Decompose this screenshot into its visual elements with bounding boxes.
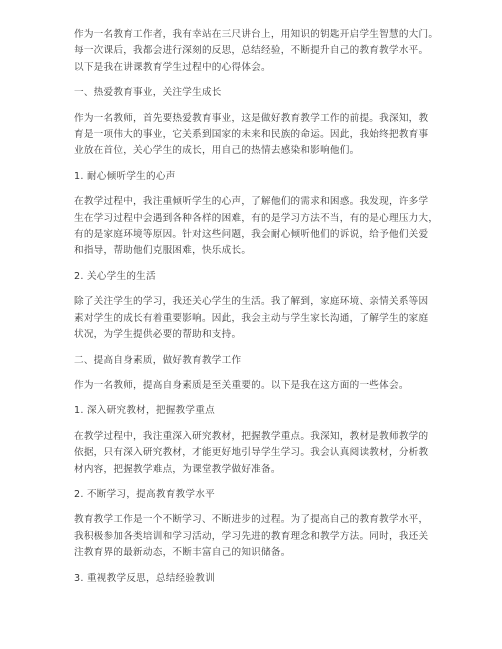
item-5-heading: 3. 重视教学反思，总结经验教训 <box>74 572 215 584</box>
text-line: 生在学习过程中会遇到各种各样的困难，有的是学习方法不当，有的是心理压力大， <box>74 212 439 224</box>
text-line: 注教育界的最新动态，不断丰富自己的知识储备。 <box>74 547 291 559</box>
section-2-paragraph <box>74 378 444 394</box>
text-line: 育是一项伟大的事业，它关系到国家的未来和民族的命运。因此，我始终把教育事 <box>74 129 429 141</box>
text-line: 以下是我在讲课教育学生过程中的心得体会。 <box>74 61 271 73</box>
text-line: 材内容，把握教学难点，为课堂教学做好准备。 <box>74 463 281 475</box>
text-line: 素对学生的成长有着重要影响。因此，我会主动与学生家长沟通，了解学生的家庭 <box>74 312 429 324</box>
text-line: 状况，为学生提供必要的帮助和支持。 <box>74 329 242 341</box>
text-line: 在教学过程中，我注重深入研究教材，把握教学重点。我深知，教材是教师教学的 <box>74 430 429 442</box>
item-3-heading: 1. 深入研究教材，把握教学重点 <box>74 405 215 417</box>
text-line: 作为一名教师，首先要热爱教育事业，这是做好教育教学工作的前提。我深知，教 <box>74 112 429 124</box>
text-line: 每一次课后，我都会进行深刻的反思，总结经验，不断提升自己的教育教学水平。 <box>74 45 429 57</box>
text-line: 业放在首位，关心学生的成长，用自己的热情去感染和影响他们。 <box>74 145 360 157</box>
section-1-paragraph <box>74 111 444 160</box>
item-3-paragraph <box>74 429 444 478</box>
text-line: 教育教学工作是一个不断学习、不断进步的过程。为了提高自己的教育教学水平， <box>74 514 429 526</box>
section-1-heading: 一、热爱教育事业，关注学生成长 <box>74 87 222 99</box>
intro-paragraph <box>74 27 444 76</box>
text-line: 我积极参加各类培训和学习活动，学习先进的教育理念和教学方法。同时，我还关 <box>74 530 429 542</box>
item-1-paragraph <box>74 194 444 260</box>
item-1-heading: 1. 耐心倾听学生的心声 <box>74 170 176 182</box>
text-line: 有的是家庭环境等原因。针对这些问题，我会耐心倾听他们的诉说，给予他们关爱 <box>74 229 429 241</box>
item-2-heading: 2. 关心学生的生活 <box>74 270 156 282</box>
text-line: 和指导，帮助他们克服困难，快乐成长。 <box>74 245 252 257</box>
item-4-paragraph <box>74 512 444 561</box>
text-line: 作为一名教育工作者，我有幸站在三尺讲台上，用知识的钥匙开启学生智慧的大门。 <box>74 29 439 40</box>
item-4-heading: 2. 不断学习，提高教育教学水平 <box>74 488 215 500</box>
text-line: 在教学过程中，我注重倾听学生的心声，了解他们的需求和困惑。我发现，许多学 <box>74 196 429 208</box>
item-2-paragraph <box>74 294 444 343</box>
document-body <box>74 27 444 587</box>
text-line: 除了关注学生的学习，我还关心学生的生活。我了解到，家庭环境、亲情关系等因 <box>74 296 429 308</box>
text-line: 依据，只有深入研究教材，才能更好地引导学生学习。我会认真阅读教材，分析教 <box>74 447 429 459</box>
section-2-heading: 二、提高自身素质，做好教育教学工作 <box>74 354 242 366</box>
text-line: 作为一名教师，提高自身素质是至关重要的。以下是我在这方面的一些体会。 <box>74 379 409 391</box>
